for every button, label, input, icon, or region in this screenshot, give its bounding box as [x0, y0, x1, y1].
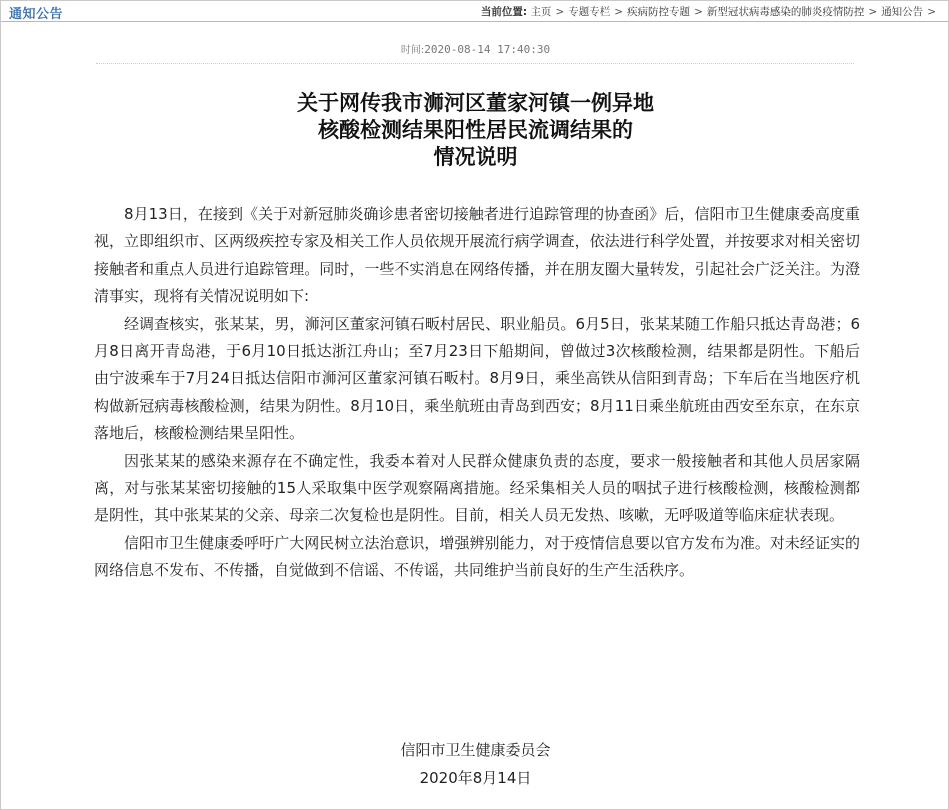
breadcrumb-separator: > [927, 6, 936, 18]
article-paragraph: 因张某某的感染来源存在不确定性，我委本着对人民群众健康负责的态度，要求一般接触者和其他人员居家隔离，对与张某某密切接触的15人采取集中医学观察隔离措施。经采集相关人员的咽拭子进行核酸检测，核酸检测都是阴性，其中张某某的父亲、母亲二次复检也是阴性。目前，相关人员无发热、咳嗽，无呼吸道等临床症状表现。 [94, 451, 860, 525]
publish-time-value: 2020-08-14 17:40:30 [424, 43, 551, 56]
breadcrumb-separator: > [555, 6, 565, 18]
signature [1, 736, 949, 792]
breadcrumb-label: 当前位置: [480, 6, 528, 18]
article-body [94, 201, 860, 585]
signature-organization: 信阳市卫生健康委员会 [400, 741, 551, 759]
breadcrumb [481, 4, 940, 19]
article-paragraph: 经调查核实，张某某，男，浉河区董家河镇石畈村居民、职业船员。6月5日，张某某随工作船只抵达青岛港；6月8日离开青岛港，于6月10日抵达浙江舟山；至7月23日下船期间，曾做过3次核酸检测，结果都是阴性。下船后由宁波乘车于7月24日抵达信阳市浉河区董家河镇石畈村。8月9日，乘坐高铁从信阳到青岛；下车后在当地医疗机构做新冠病毒核酸检测，结果为阴性。8月10日，乘坐航班由青岛到西安；8月11日乘坐航班由西安至东京，在东京落地后，核酸检测结果呈阳性。 [94, 314, 860, 443]
breadcrumb-notices[interactable]: 通知公告 [881, 6, 924, 18]
top-bar [1, 1, 948, 22]
breadcrumb-special-column[interactable]: 专题专栏 [568, 6, 611, 18]
breadcrumb-covid-prevention[interactable]: 新型冠状病毒感染的肺炎疫情防控 [706, 6, 865, 18]
article-paragraph: 8月13日，在接到《关于对新冠肺炎确诊患者密切接触者进行追踪管理的协查函》后，信阳市卫生健康委高度重视，立即组织市、区两级疾控专家及相关工作人员依规开展流行病学调查，依法进行科学处置，并按要求对相关密切接触者和重点人员进行追踪管理。同时，一些不实消息在网络传播，并在朋友圈大量转发，引起社会广泛关注。为澄清事实，现将有关情况说明如下: [94, 205, 860, 306]
divider [96, 63, 854, 64]
article-title-line: 关于网传我市浉河区董家河镇一例异地 [297, 91, 654, 115]
article-title-line: 核酸检测结果阳性居民流调结果的 [318, 118, 633, 142]
breadcrumb-disease-control[interactable]: 疾病防控专题 [627, 6, 691, 18]
section-title: 通知公告 [9, 7, 64, 22]
publish-time [1, 41, 949, 56]
breadcrumb-home[interactable]: 主页 [530, 6, 552, 18]
publish-time-label: 时间: [400, 45, 425, 56]
article-paragraph: 信阳市卫生健康委呼吁广大网民树立法治意识，增强辨别能力，对于疫情信息要以官方发布为准。对未经证实的网络信息不发布、不传播，自觉做到不信谣、不传谣，共同维护当前良好的生产生活秩序。 [94, 533, 860, 580]
article-title-line: 情况说明 [433, 145, 518, 169]
breadcrumb-separator: > [694, 6, 703, 18]
breadcrumb-separator: > [868, 6, 878, 18]
article-title [1, 90, 949, 171]
breadcrumb-separator: > [614, 6, 624, 18]
signature-date: 2020年8月14日 [419, 769, 532, 787]
